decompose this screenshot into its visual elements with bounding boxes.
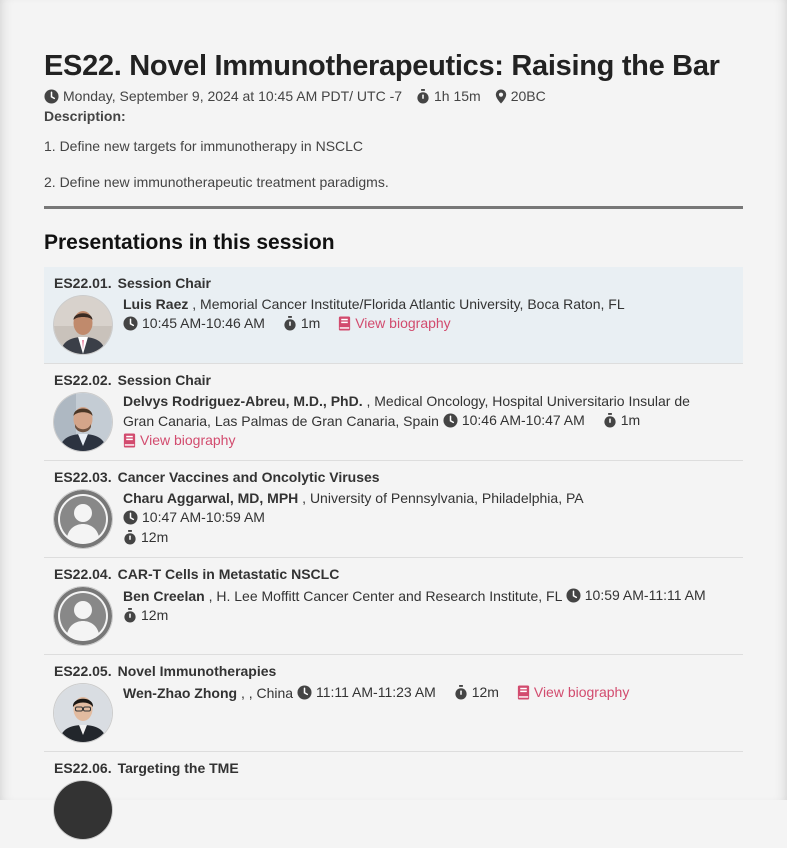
speaker-name[interactable]: Ben Creelan xyxy=(123,588,205,604)
presentation-info xyxy=(123,295,723,334)
speaker-affiliation: , , China xyxy=(240,685,294,701)
speaker-affiliation: , University of Pennsylvania, Philadelphia, PA xyxy=(302,490,583,506)
stopwatch-icon xyxy=(454,685,468,700)
view-biography-link[interactable]: View biography xyxy=(338,314,450,333)
stopwatch-icon xyxy=(603,413,617,428)
presentation-duration: 1m xyxy=(603,411,640,430)
presentations-heading: Presentations in this session xyxy=(44,231,335,254)
speaker-avatar xyxy=(54,781,112,839)
presentation-info xyxy=(123,489,723,548)
presentation-info xyxy=(123,392,723,451)
speaker-name[interactable]: Luis Raez xyxy=(123,296,189,312)
clock-icon xyxy=(297,685,312,700)
presentation-item[interactable] xyxy=(44,752,743,848)
presentation-item[interactable] xyxy=(44,558,743,655)
presentation-duration: 12m xyxy=(454,683,499,702)
stopwatch-icon xyxy=(283,316,297,331)
speaker-avatar xyxy=(54,393,112,451)
book-icon xyxy=(517,685,530,700)
presentation-duration: 12m xyxy=(123,606,168,625)
session-meta xyxy=(44,86,744,106)
presentation-title: ES22.05. Novel Immunotherapies xyxy=(54,663,277,679)
session-content xyxy=(44,48,744,848)
presentation-duration: 1m xyxy=(283,314,320,333)
description-list xyxy=(44,138,744,190)
presentation-time: 10:59 AM-11:11 AM xyxy=(566,586,706,605)
speaker-avatar xyxy=(54,684,112,742)
speaker-affiliation: , Memorial Cancer Institute/Florida Atlantic University, Boca Raton, FL xyxy=(192,296,625,312)
presentation-title: ES22.06. Targeting the TME xyxy=(54,760,239,776)
session-title: ES22. Novel Immunotherapeutics: Raising the Bar xyxy=(44,50,720,82)
presentation-info xyxy=(123,683,723,703)
view-biography-link[interactable]: View biography xyxy=(517,683,629,702)
clock-icon xyxy=(443,413,458,428)
clock-icon xyxy=(123,510,138,525)
session-duration: 1h 15m xyxy=(416,88,481,104)
description-item: 2. Define new immunotherapeutic treatment paradigms. xyxy=(44,174,389,190)
section-divider xyxy=(44,206,743,209)
presentation-title: ES22.02. Session Chair xyxy=(54,372,211,388)
speaker-avatar xyxy=(54,296,112,354)
stopwatch-icon xyxy=(416,89,430,104)
speaker-affiliation: , Medical Oncology, Hospital Universitario Insular de Gran Canaria, Las Palmas de Gran Canaria, Spain xyxy=(123,393,690,429)
presentation-time: 10:46 AM-10:47 AM xyxy=(443,411,585,430)
speaker-name[interactable]: Delvys Rodriguez-Abreu, M.D., PhD. xyxy=(123,393,363,409)
presentation-title: ES22.04. CAR-T Cells in Metastatic NSCLC xyxy=(54,566,340,582)
speaker-affiliation: , H. Lee Moffitt Cancer Center and Research Institute, FL xyxy=(208,588,562,604)
book-icon xyxy=(123,433,136,448)
clock-icon xyxy=(44,89,59,104)
presentation-item[interactable] xyxy=(44,364,743,461)
presentation-time: 10:47 AM-10:59 AM xyxy=(123,508,265,527)
description-label: Description: xyxy=(44,108,126,124)
view-biography-link[interactable]: View biography xyxy=(123,431,235,450)
speaker-name[interactable]: Charu Aggarwal, MD, MPH xyxy=(123,490,299,506)
presentation-time: 11:11 AM-11:23 AM xyxy=(297,683,436,702)
clock-icon xyxy=(566,588,581,603)
presentation-item[interactable] xyxy=(44,655,743,752)
clock-icon xyxy=(123,316,138,331)
presentation-item[interactable] xyxy=(44,461,743,558)
map-pin-icon xyxy=(495,89,507,104)
presentation-duration: 12m xyxy=(123,528,168,547)
speaker-name[interactable]: Wen-Zhao Zhong xyxy=(123,685,238,701)
stopwatch-icon xyxy=(123,608,137,623)
description-item: 1. Define new targets for immunotherapy in NSCLC xyxy=(44,138,364,154)
presentation-item[interactable] xyxy=(44,267,743,364)
speaker-avatar-placeholder xyxy=(54,490,112,548)
session-location: 20BC xyxy=(495,88,546,104)
presentation-info xyxy=(123,586,723,626)
book-icon xyxy=(338,316,351,331)
stopwatch-icon xyxy=(123,530,137,545)
presentation-title: ES22.01. Session Chair xyxy=(54,275,211,291)
speaker-avatar-placeholder xyxy=(54,587,112,645)
session-datetime: Monday, September 9, 2024 at 10:45 AM PDT/ UTC -7 xyxy=(44,88,402,104)
presentation-time: 10:45 AM-10:46 AM xyxy=(123,314,265,333)
presentation-title: ES22.03. Cancer Vaccines and Oncolytic Viruses xyxy=(54,469,380,485)
